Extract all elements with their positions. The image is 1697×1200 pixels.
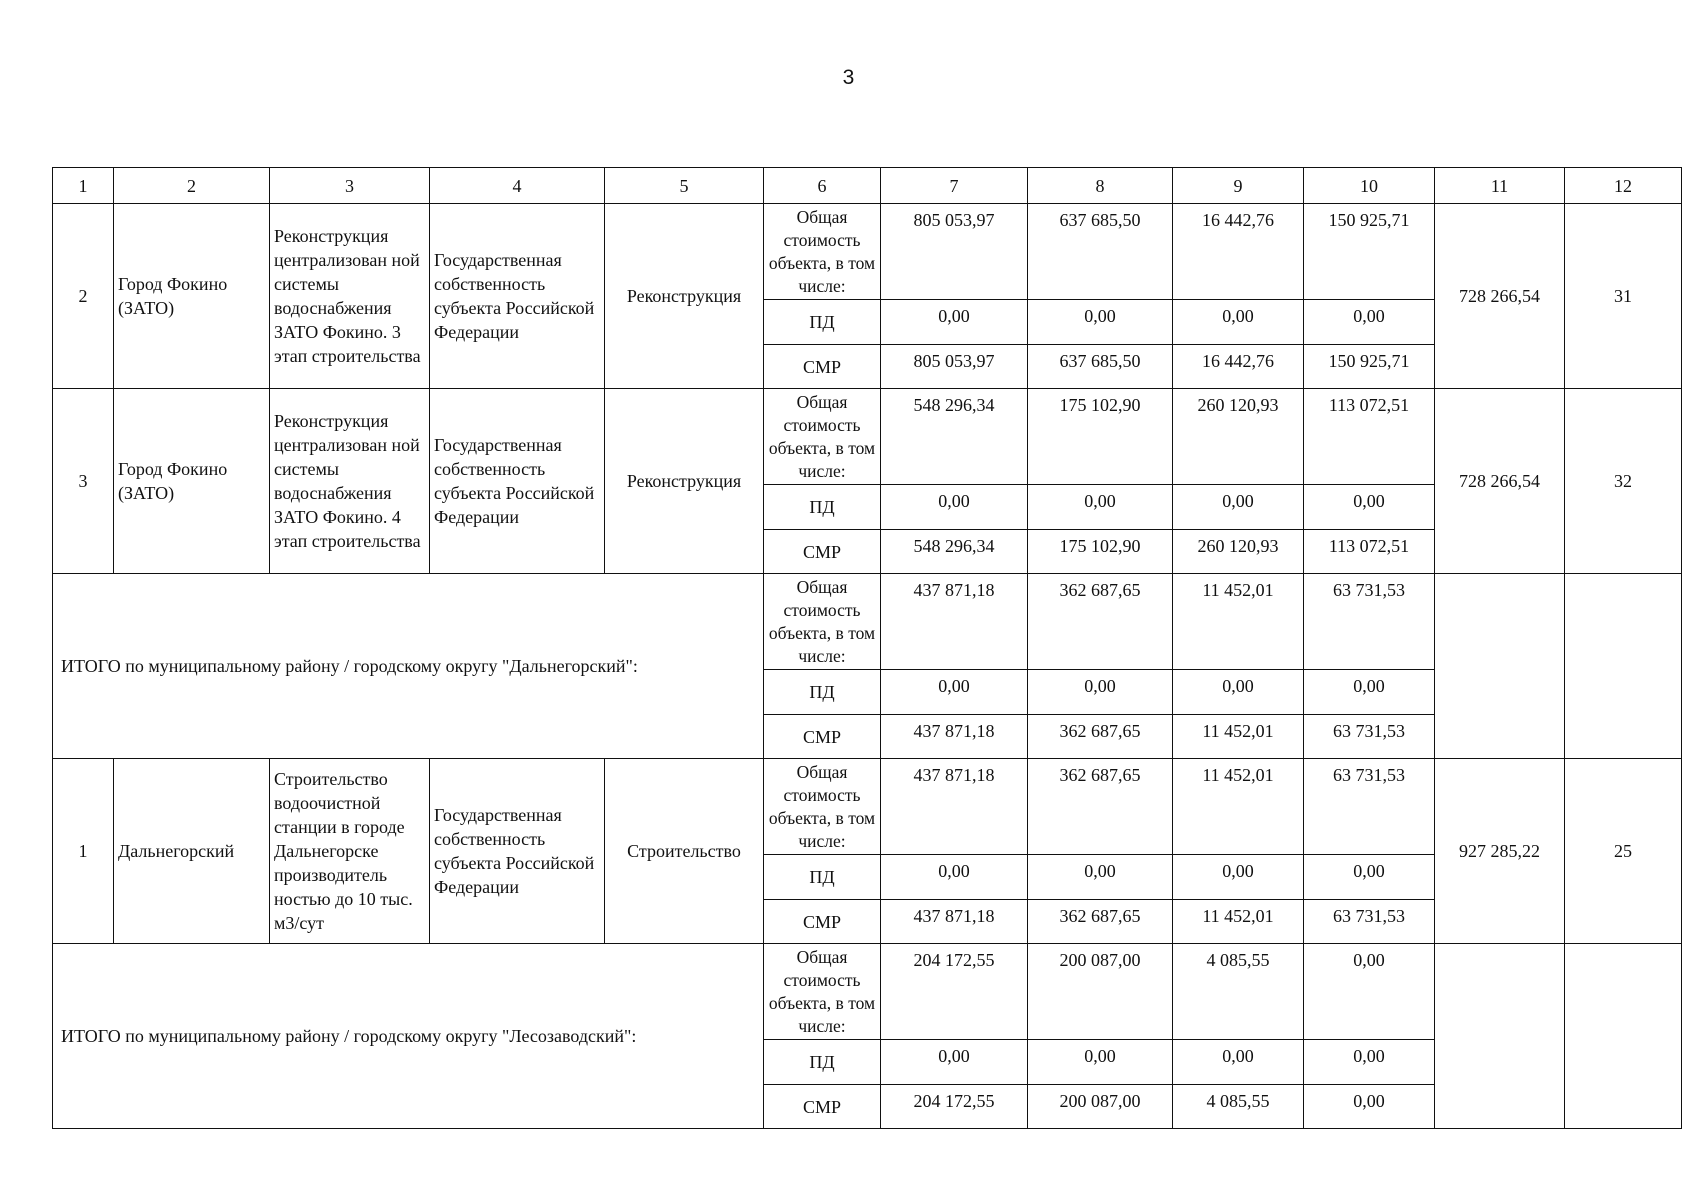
- value-cell: 0,00: [1028, 1040, 1173, 1085]
- col11-cell: 927 285,22: [1435, 759, 1565, 944]
- value-cell: 113 072,51: [1304, 389, 1435, 485]
- value-cell: 637 685,50: [1028, 345, 1173, 389]
- cost-total-label: Общая стоимость объекта, в том числе:: [764, 574, 881, 670]
- value-cell: 204 172,55: [881, 1085, 1028, 1129]
- empty-cell: [1565, 944, 1682, 1129]
- value-cell: 437 871,18: [881, 759, 1028, 855]
- smr-label: СМР: [764, 1085, 881, 1129]
- value-cell: 437 871,18: [881, 574, 1028, 670]
- cost-total-label: Общая стоимость объекта, в том числе:: [764, 944, 881, 1040]
- header-row: [53, 168, 1682, 204]
- value-cell: 16 442,76: [1173, 345, 1304, 389]
- value-cell: 0,00: [1028, 485, 1173, 530]
- value-cell: 362 687,65: [1028, 900, 1173, 944]
- value-cell: 437 871,18: [881, 900, 1028, 944]
- header-cell: 9: [1173, 168, 1304, 204]
- header-cell: 11: [1435, 168, 1565, 204]
- value-cell: 0,00: [881, 855, 1028, 900]
- value-cell: 0,00: [1304, 670, 1435, 715]
- col12-cell: 25: [1565, 759, 1682, 944]
- value-cell: 0,00: [881, 1040, 1028, 1085]
- value-cell: 437 871,18: [881, 715, 1028, 759]
- value-cell: 63 731,53: [1304, 715, 1435, 759]
- value-cell: 200 087,00: [1028, 944, 1173, 1040]
- pd-label: ПД: [764, 485, 881, 530]
- value-cell: 0,00: [1173, 855, 1304, 900]
- col12-cell: 31: [1565, 204, 1682, 389]
- ownership-cell: Государственная собственность субъекта Российской Федерации: [430, 759, 605, 944]
- smr-label: СМР: [764, 715, 881, 759]
- value-cell: 63 731,53: [1304, 574, 1435, 670]
- value-cell: 0,00: [1028, 855, 1173, 900]
- value-cell: 362 687,65: [1028, 759, 1173, 855]
- cost-total-label: Общая стоимость объекта, в том числе:: [764, 759, 881, 855]
- value-cell: 0,00: [1028, 670, 1173, 715]
- object-row: [53, 759, 1682, 855]
- pd-label: ПД: [764, 855, 881, 900]
- value-cell: 11 452,01: [1173, 715, 1304, 759]
- value-cell: 0,00: [1304, 944, 1435, 1040]
- value-cell: 0,00: [1173, 1040, 1304, 1085]
- value-cell: 260 120,93: [1173, 389, 1304, 485]
- value-cell: 0,00: [1304, 1040, 1435, 1085]
- smr-label: СМР: [764, 900, 881, 944]
- object-name-cell: Реконструкция централизован ной системы водоснабжения ЗАТО Фокино. 4 этап строительства: [270, 389, 430, 574]
- object-name-cell: Строительство водоочистной станции в городе Дальнегорске производитель ностью до 10 тыс. м3/сут: [270, 759, 430, 944]
- value-cell: 11 452,01: [1173, 759, 1304, 855]
- value-cell: 63 731,53: [1304, 759, 1435, 855]
- object-row: [53, 389, 1682, 485]
- value-cell: 150 925,71: [1304, 345, 1435, 389]
- value-cell: 0,00: [881, 300, 1028, 345]
- value-cell: 0,00: [1304, 300, 1435, 345]
- investment-table: [52, 167, 1682, 1129]
- header-cell: 10: [1304, 168, 1435, 204]
- page-number: 3: [842, 66, 855, 89]
- object-row: [53, 204, 1682, 300]
- smr-label: СМР: [764, 345, 881, 389]
- value-cell: 150 925,71: [1304, 204, 1435, 300]
- header-cell: 7: [881, 168, 1028, 204]
- value-cell: 113 072,51: [1304, 530, 1435, 574]
- header-cell: 4: [430, 168, 605, 204]
- value-cell: 0,00: [1173, 485, 1304, 530]
- district-cell: Дальнегорский: [114, 759, 270, 944]
- value-cell: 11 452,01: [1173, 900, 1304, 944]
- total-row: [53, 944, 1682, 1040]
- value-cell: 362 687,65: [1028, 715, 1173, 759]
- work-type-cell: Реконструкция: [605, 204, 764, 389]
- cost-total-label: Общая стоимость объекта, в том числе:: [764, 204, 881, 300]
- empty-cell: [1565, 574, 1682, 759]
- value-cell: 175 102,90: [1028, 389, 1173, 485]
- value-cell: 0,00: [1173, 300, 1304, 345]
- value-cell: 548 296,34: [881, 530, 1028, 574]
- work-type-cell: Реконструкция: [605, 389, 764, 574]
- total-label: ИТОГО по муниципальному району / городскому округу "Лесозаводский":: [53, 944, 764, 1129]
- total-label: ИТОГО по муниципальному району / городскому округу "Дальнегорский":: [53, 574, 764, 759]
- pd-label: ПД: [764, 300, 881, 345]
- value-cell: 0,00: [881, 670, 1028, 715]
- header-cell: 6: [764, 168, 881, 204]
- value-cell: 175 102,90: [1028, 530, 1173, 574]
- value-cell: 805 053,97: [881, 345, 1028, 389]
- district-cell: Город Фокино (ЗАТО): [114, 389, 270, 574]
- col11-cell: 728 266,54: [1435, 204, 1565, 389]
- pd-label: ПД: [764, 670, 881, 715]
- value-cell: 0,00: [1304, 485, 1435, 530]
- header-cell: 2: [114, 168, 270, 204]
- ownership-cell: Государственная собственность субъекта Российской Федерации: [430, 204, 605, 389]
- district-cell: Город Фокино (ЗАТО): [114, 204, 270, 389]
- value-cell: 637 685,50: [1028, 204, 1173, 300]
- header-cell: 12: [1565, 168, 1682, 204]
- col12-cell: 32: [1565, 389, 1682, 574]
- value-cell: 260 120,93: [1173, 530, 1304, 574]
- value-cell: 0,00: [1304, 855, 1435, 900]
- value-cell: 63 731,53: [1304, 900, 1435, 944]
- smr-label: СМР: [764, 530, 881, 574]
- cost-total-label: Общая стоимость объекта, в том числе:: [764, 389, 881, 485]
- work-type-cell: Строительство: [605, 759, 764, 944]
- header-cell: 8: [1028, 168, 1173, 204]
- value-cell: 0,00: [1304, 1085, 1435, 1129]
- value-cell: 0,00: [1028, 300, 1173, 345]
- empty-cell: [1435, 944, 1565, 1129]
- value-cell: 805 053,97: [881, 204, 1028, 300]
- ownership-cell: Государственная собственность субъекта Российской Федерации: [430, 389, 605, 574]
- header-cell: 1: [53, 168, 114, 204]
- object-name-cell: Реконструкция централизован ной системы водоснабжения ЗАТО Фокино. 3 этап строительства: [270, 204, 430, 389]
- col11-cell: 728 266,54: [1435, 389, 1565, 574]
- value-cell: 204 172,55: [881, 944, 1028, 1040]
- value-cell: 200 087,00: [1028, 1085, 1173, 1129]
- value-cell: 0,00: [1173, 670, 1304, 715]
- value-cell: 362 687,65: [1028, 574, 1173, 670]
- pd-label: ПД: [764, 1040, 881, 1085]
- header-cell: 5: [605, 168, 764, 204]
- value-cell: 4 085,55: [1173, 944, 1304, 1040]
- value-cell: 4 085,55: [1173, 1085, 1304, 1129]
- value-cell: 16 442,76: [1173, 204, 1304, 300]
- row-number: 2: [53, 204, 114, 389]
- row-number: 3: [53, 389, 114, 574]
- value-cell: 0,00: [881, 485, 1028, 530]
- header-cell: 3: [270, 168, 430, 204]
- empty-cell: [1435, 574, 1565, 759]
- row-number: 1: [53, 759, 114, 944]
- value-cell: 548 296,34: [881, 389, 1028, 485]
- value-cell: 11 452,01: [1173, 574, 1304, 670]
- total-row: [53, 574, 1682, 670]
